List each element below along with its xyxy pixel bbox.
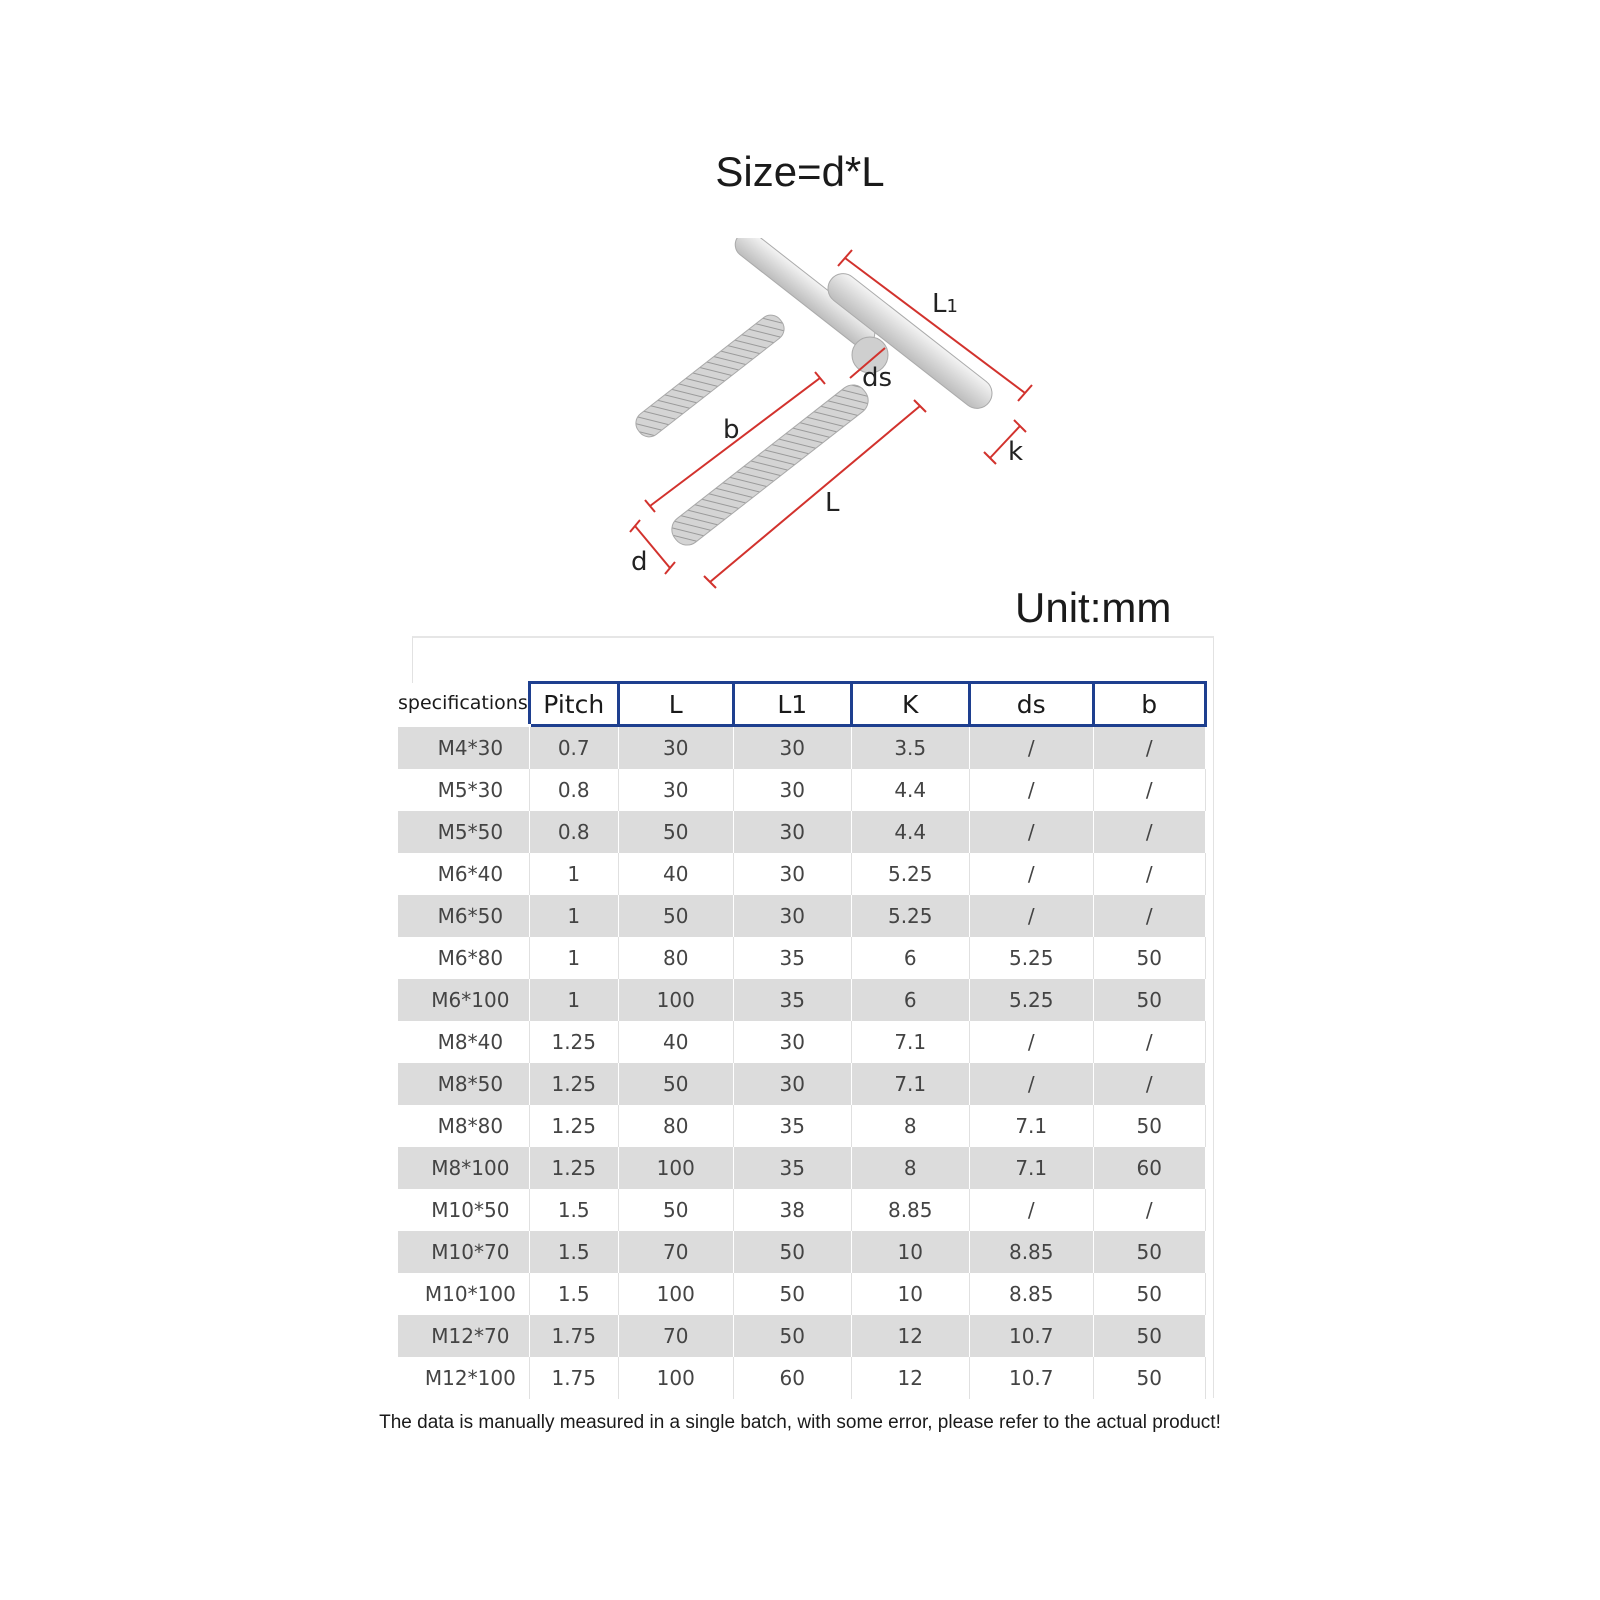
table-header-row bbox=[398, 683, 1205, 726]
disclaimer-note: The data is manually measured in a single batch, with some error, please refer to the actual product! bbox=[379, 1412, 1221, 1433]
col-header-ds: ds bbox=[969, 683, 1093, 726]
table-cell: M8*80 bbox=[398, 1105, 529, 1147]
col-header-k: K bbox=[851, 683, 969, 726]
table-cell: 1 bbox=[529, 979, 618, 1021]
table-row bbox=[398, 895, 1205, 937]
table-cell: / bbox=[969, 811, 1093, 853]
table-cell: 100 bbox=[618, 1273, 733, 1315]
table-cell: 10.7 bbox=[969, 1357, 1093, 1399]
table-cell: 50 bbox=[618, 1189, 733, 1231]
table-cell: / bbox=[969, 1189, 1093, 1231]
table-cell: 35 bbox=[733, 979, 851, 1021]
table-cell: 3.5 bbox=[851, 726, 969, 770]
table-cell: 50 bbox=[1093, 1273, 1205, 1315]
table-cell: 8 bbox=[851, 1105, 969, 1147]
table-cell: 12 bbox=[851, 1315, 969, 1357]
col-header-specifications: specifications bbox=[398, 683, 529, 726]
table-cell: 30 bbox=[733, 853, 851, 895]
table-cell: 1 bbox=[529, 937, 618, 979]
table-cell: 7.1 bbox=[969, 1147, 1093, 1189]
table-cell: M8*40 bbox=[398, 1021, 529, 1063]
table-cell: 100 bbox=[618, 1357, 733, 1399]
table-cell: 1.75 bbox=[529, 1315, 618, 1357]
table-row bbox=[398, 937, 1205, 979]
table-cell: 10 bbox=[851, 1273, 969, 1315]
table-cell: / bbox=[969, 895, 1093, 937]
table-cell: 100 bbox=[618, 1147, 733, 1189]
table-cell: 35 bbox=[733, 1105, 851, 1147]
table-cell: 5.25 bbox=[851, 895, 969, 937]
table-row bbox=[398, 1147, 1205, 1189]
table-row bbox=[398, 979, 1205, 1021]
table-cell: 70 bbox=[618, 1231, 733, 1273]
table-cell: 7.1 bbox=[851, 1063, 969, 1105]
col-header-b: b bbox=[1093, 683, 1205, 726]
table-cell: / bbox=[969, 1063, 1093, 1105]
t-bolt-diagram bbox=[600, 238, 1080, 608]
table-row bbox=[398, 1231, 1205, 1273]
table-cell: / bbox=[1093, 895, 1205, 937]
table-cell: 60 bbox=[733, 1357, 851, 1399]
table-cell: 50 bbox=[618, 811, 733, 853]
table-cell: M12*100 bbox=[398, 1357, 529, 1399]
table-cell: 100 bbox=[618, 979, 733, 1021]
table-row bbox=[398, 853, 1205, 895]
table-cell: 5.25 bbox=[969, 937, 1093, 979]
table-cell: / bbox=[1093, 853, 1205, 895]
table-row bbox=[398, 1105, 1205, 1147]
table-cell: 80 bbox=[618, 937, 733, 979]
table-cell: / bbox=[969, 853, 1093, 895]
table-cell: 30 bbox=[733, 811, 851, 853]
table-cell: 4.4 bbox=[851, 769, 969, 811]
table-row bbox=[398, 811, 1205, 853]
table-cell: M6*40 bbox=[398, 853, 529, 895]
table-cell: / bbox=[1093, 726, 1205, 770]
table-cell: 38 bbox=[733, 1189, 851, 1231]
table-cell: 12 bbox=[851, 1357, 969, 1399]
table-cell: 50 bbox=[733, 1315, 851, 1357]
table-cell: 6 bbox=[851, 979, 969, 1021]
table-cell: / bbox=[1093, 1063, 1205, 1105]
table-cell: 0.7 bbox=[529, 726, 618, 770]
label-l: L bbox=[825, 488, 840, 518]
table-row bbox=[398, 1063, 1205, 1105]
table-row bbox=[398, 726, 1205, 770]
table-cell: / bbox=[969, 769, 1093, 811]
table-cell: 40 bbox=[618, 853, 733, 895]
table-cell: M6*50 bbox=[398, 895, 529, 937]
table-cell: 5.25 bbox=[851, 853, 969, 895]
table-cell: 8.85 bbox=[969, 1231, 1093, 1273]
table-row bbox=[398, 1189, 1205, 1231]
table-cell: 1.25 bbox=[529, 1105, 618, 1147]
table-row bbox=[398, 1021, 1205, 1063]
table-cell: 50 bbox=[1093, 1231, 1205, 1273]
table-cell: 7.1 bbox=[851, 1021, 969, 1063]
table-cell: 50 bbox=[1093, 1315, 1205, 1357]
label-d: d bbox=[631, 547, 648, 577]
table-cell: 50 bbox=[1093, 1105, 1205, 1147]
table-cell: / bbox=[1093, 769, 1205, 811]
table-cell: 70 bbox=[618, 1315, 733, 1357]
table-cell: M12*70 bbox=[398, 1315, 529, 1357]
label-ds: ds bbox=[862, 363, 893, 393]
table-cell: 50 bbox=[1093, 979, 1205, 1021]
table-cell: / bbox=[969, 726, 1093, 770]
table-cell: 1.25 bbox=[529, 1063, 618, 1105]
table-cell: 1 bbox=[529, 895, 618, 937]
table-cell: / bbox=[1093, 1021, 1205, 1063]
table-cell: 50 bbox=[618, 1063, 733, 1105]
table-cell: M10*100 bbox=[398, 1273, 529, 1315]
table-cell: 30 bbox=[618, 769, 733, 811]
table-cell: M6*100 bbox=[398, 979, 529, 1021]
table-cell: 8 bbox=[851, 1147, 969, 1189]
table-cell: M5*30 bbox=[398, 769, 529, 811]
table-cell: 5.25 bbox=[969, 979, 1093, 1021]
table-cell: 30 bbox=[733, 726, 851, 770]
table-cell: M8*100 bbox=[398, 1147, 529, 1189]
page-title: Size=d*L bbox=[715, 148, 885, 195]
spec-table bbox=[398, 681, 1207, 1399]
table-cell: 1.5 bbox=[529, 1189, 618, 1231]
table-cell: 10 bbox=[851, 1231, 969, 1273]
table-row bbox=[398, 1357, 1205, 1399]
table-cell: 40 bbox=[618, 1021, 733, 1063]
table-cell: 60 bbox=[1093, 1147, 1205, 1189]
table-cell: M10*70 bbox=[398, 1231, 529, 1273]
table-cell: 4.4 bbox=[851, 811, 969, 853]
table-cell: 30 bbox=[733, 769, 851, 811]
table-cell: 0.8 bbox=[529, 769, 618, 811]
table-cell: 50 bbox=[733, 1273, 851, 1315]
table-row bbox=[398, 1315, 1205, 1357]
col-header-pitch: Pitch bbox=[529, 683, 618, 726]
table-row bbox=[398, 1273, 1205, 1315]
table-cell: 80 bbox=[618, 1105, 733, 1147]
table-cell: 50 bbox=[733, 1231, 851, 1273]
label-k: k bbox=[1008, 437, 1024, 467]
table-cell: 35 bbox=[733, 937, 851, 979]
table-cell: M10*50 bbox=[398, 1189, 529, 1231]
table-cell: 30 bbox=[733, 1021, 851, 1063]
col-header-l1: L1 bbox=[733, 683, 851, 726]
table-cell: 10.7 bbox=[969, 1315, 1093, 1357]
label-b: b bbox=[723, 415, 740, 445]
label-l1: L1 bbox=[932, 289, 958, 319]
table-cell: 1.5 bbox=[529, 1231, 618, 1273]
table-cell: 7.1 bbox=[969, 1105, 1093, 1147]
table-cell: 50 bbox=[618, 895, 733, 937]
table-cell: 50 bbox=[1093, 1357, 1205, 1399]
table-cell: 35 bbox=[733, 1147, 851, 1189]
table-row bbox=[398, 769, 1205, 811]
col-header-l: L bbox=[618, 683, 733, 726]
table-cell: M5*50 bbox=[398, 811, 529, 853]
table-cell: / bbox=[1093, 811, 1205, 853]
table-cell: 50 bbox=[1093, 937, 1205, 979]
table-cell: 30 bbox=[733, 895, 851, 937]
table-cell: M4*30 bbox=[398, 726, 529, 770]
table-cell: 1 bbox=[529, 853, 618, 895]
table-cell: / bbox=[1093, 1189, 1205, 1231]
table-cell: / bbox=[969, 1021, 1093, 1063]
table-cell: 0.8 bbox=[529, 811, 618, 853]
table-cell: 8.85 bbox=[969, 1273, 1093, 1315]
table-cell: 30 bbox=[618, 726, 733, 770]
table-cell: 8.85 bbox=[851, 1189, 969, 1231]
table-cell: 30 bbox=[733, 1063, 851, 1105]
table-cell: 1.5 bbox=[529, 1273, 618, 1315]
table-cell: M6*80 bbox=[398, 937, 529, 979]
table-cell: M8*50 bbox=[398, 1063, 529, 1105]
unit-label: Unit:mm bbox=[1015, 584, 1172, 631]
table-cell: 1.75 bbox=[529, 1357, 618, 1399]
table-cell: 1.25 bbox=[529, 1147, 618, 1189]
table-cell: 1.25 bbox=[529, 1021, 618, 1063]
table-cell: 6 bbox=[851, 937, 969, 979]
table-body bbox=[398, 726, 1205, 1400]
